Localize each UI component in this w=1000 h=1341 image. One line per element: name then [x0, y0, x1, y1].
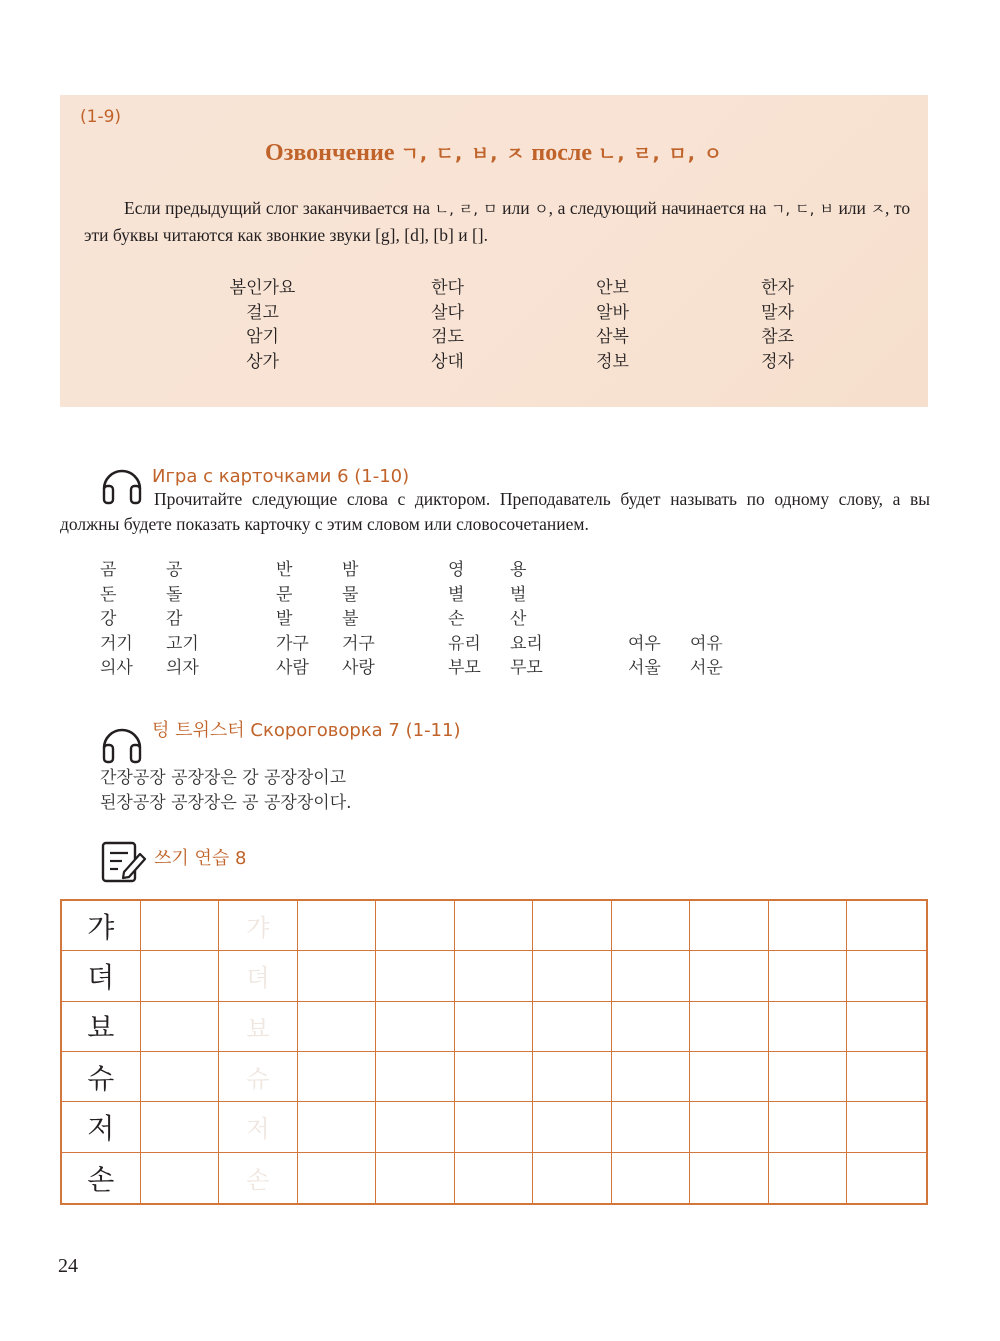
rule-box: [60, 95, 928, 407]
rule-jamo: ㅈ: [870, 200, 885, 218]
title-text: Озвончение: [265, 140, 395, 166]
card-word: 여우: [628, 633, 661, 654]
word: 삼복: [596, 327, 629, 347]
word: 정자: [761, 351, 794, 372]
writing-pencil-icon: [100, 838, 148, 886]
card-word: 의사: [100, 658, 133, 678]
card-word: 돈: [100, 584, 117, 605]
writing-cell[interactable]: [376, 1002, 455, 1052]
word: 참조: [761, 327, 794, 347]
writing-cell[interactable]: [847, 1153, 926, 1203]
model-syllable: 뵤: [62, 1002, 141, 1052]
writing-cell[interactable]: [533, 901, 612, 951]
writing-cell[interactable]: [769, 901, 848, 951]
writing-cell[interactable]: [690, 1002, 769, 1052]
card-word: 거구: [342, 633, 375, 654]
writing-cell[interactable]: [690, 1102, 769, 1152]
writing-cell[interactable]: [298, 1052, 377, 1102]
card-word: 발: [276, 609, 293, 629]
trace-syllable[interactable]: 저: [219, 1102, 298, 1152]
word-column: [530, 276, 695, 374]
writing-cell[interactable]: [298, 1102, 377, 1152]
trace-syllable[interactable]: 슈: [219, 1052, 298, 1102]
writing-cell[interactable]: [376, 951, 455, 1001]
writing-cell[interactable]: [612, 1002, 691, 1052]
card-word: 반: [276, 560, 293, 580]
trace-syllable[interactable]: 뵤: [219, 1002, 298, 1052]
card-word: 밤: [342, 560, 359, 580]
writing-cell[interactable]: [847, 901, 926, 951]
writing-cell[interactable]: [455, 1002, 534, 1052]
model-syllable: 갸: [62, 901, 141, 951]
rule-jamo: ㄱ, ㄷ, ㅂ: [770, 200, 834, 218]
writing-cell[interactable]: [141, 1102, 220, 1152]
rule-text: , а следующий начинается на: [548, 198, 767, 218]
word: 알바: [596, 302, 629, 323]
writing-cell[interactable]: [847, 951, 926, 1001]
writing-cell[interactable]: [690, 901, 769, 951]
writing-cell[interactable]: [769, 1052, 848, 1102]
card-word: 별: [448, 584, 465, 605]
rule-jamo: ㄴ, ㄹ, ㅁ: [434, 200, 498, 218]
model-syllable: 저: [62, 1102, 141, 1152]
writing-cell[interactable]: [141, 901, 220, 951]
card-word: 불: [342, 609, 359, 629]
rule-text: или: [838, 198, 866, 218]
word: 한다: [431, 278, 464, 298]
writing-cell[interactable]: [847, 1002, 926, 1052]
writing-cell[interactable]: [455, 1102, 534, 1152]
example-words: [200, 276, 860, 374]
writing-cell[interactable]: [612, 1052, 691, 1102]
card-word: 벌: [510, 584, 527, 605]
writing-cell[interactable]: [376, 901, 455, 951]
writing-cell[interactable]: [533, 1153, 612, 1203]
card-word: 무모: [510, 658, 543, 678]
writing-cell[interactable]: [847, 1102, 926, 1152]
writing-cell[interactable]: [298, 1002, 377, 1052]
trace-syllable[interactable]: 손: [219, 1153, 298, 1203]
card-word: 서운: [690, 658, 723, 678]
writing-cell[interactable]: [298, 901, 377, 951]
writing-cell[interactable]: [533, 951, 612, 1001]
writing-cell[interactable]: [769, 1153, 848, 1203]
word-column: [695, 276, 860, 374]
twister-line: 간장공장 공장장은 강 공장장이고: [100, 768, 347, 788]
writing-cell[interactable]: [533, 1052, 612, 1102]
word: 암기: [246, 327, 279, 347]
word: 한자: [761, 278, 794, 298]
writing-title: 쓰기 연습 8: [154, 848, 247, 869]
writing-practice-grid: [60, 899, 928, 1205]
writing-cell[interactable]: [298, 1153, 377, 1203]
word: 말자: [761, 302, 794, 323]
writing-cell[interactable]: [455, 901, 534, 951]
writing-cell[interactable]: [455, 951, 534, 1001]
model-syllable: 뎌: [62, 951, 141, 1001]
rule-text: Если предыдущий слог заканчивается на: [124, 198, 431, 218]
cards-title: Игра с карточками 6 (1-10): [152, 465, 410, 487]
word-column: [160, 276, 365, 374]
writing-cell[interactable]: [455, 1052, 534, 1102]
card-word: 서울: [628, 658, 661, 678]
word: 정보: [596, 351, 629, 372]
word: 살다: [431, 302, 464, 323]
writing-cell[interactable]: [612, 1153, 691, 1203]
writing-cell[interactable]: [376, 1102, 455, 1152]
writing-cell[interactable]: [298, 951, 377, 1001]
writing-cell[interactable]: [141, 1052, 220, 1102]
card-word: 감: [166, 609, 183, 629]
writing-cell[interactable]: [690, 951, 769, 1001]
trace-syllable[interactable]: 갸: [219, 901, 298, 951]
audio-track-code: (1-9): [80, 107, 122, 127]
section-title: [60, 139, 928, 167]
card-word: 산: [510, 609, 527, 629]
card-word: 돌: [166, 584, 183, 605]
card-word: 고기: [166, 633, 199, 654]
card-word: 곰: [100, 560, 117, 580]
card-word: 부모: [448, 658, 481, 678]
writing-cell[interactable]: [376, 1052, 455, 1102]
writing-cell[interactable]: [769, 1102, 848, 1152]
word: 안보: [596, 278, 629, 298]
twister-title: 텅 트위스터 Скороговорка 7 (1-11): [152, 720, 461, 741]
twister-lines: [100, 766, 352, 815]
title-middle: после: [531, 140, 593, 166]
model-syllable: 슈: [62, 1052, 141, 1102]
twister-header: [98, 718, 461, 766]
writing-cell[interactable]: [690, 1153, 769, 1203]
writing-cell[interactable]: [141, 1002, 220, 1052]
card-word: 사람: [276, 658, 309, 678]
card-word: 손: [448, 609, 465, 629]
word: 상가: [246, 351, 279, 372]
writing-cell[interactable]: [612, 951, 691, 1001]
card-word: 거기: [100, 633, 133, 654]
writing-cell[interactable]: [769, 1002, 848, 1052]
headphones-icon: [98, 718, 146, 766]
writing-cell[interactable]: [533, 1002, 612, 1052]
writing-cell[interactable]: [455, 1153, 534, 1203]
word-column: [365, 276, 530, 374]
writing-cell[interactable]: [141, 1153, 220, 1203]
card-word: 강: [100, 609, 117, 629]
rule-jamo: ㅇ: [534, 200, 549, 218]
writing-cell[interactable]: [847, 1052, 926, 1102]
writing-cell[interactable]: [769, 951, 848, 1001]
trace-syllable[interactable]: 뎌: [219, 951, 298, 1001]
card-word: 요리: [510, 633, 543, 654]
page-number: 24: [58, 1255, 78, 1277]
card-word: 여유: [690, 633, 723, 654]
model-syllable: 손: [62, 1153, 141, 1203]
writing-cell[interactable]: [690, 1052, 769, 1102]
card-word: 문: [276, 584, 293, 605]
writing-header: [100, 838, 246, 886]
card-word: 용: [510, 560, 527, 580]
word: 검도: [431, 327, 464, 347]
word: 걸고: [246, 302, 279, 323]
card-word: 가구: [276, 633, 309, 654]
rule-text: , то эти буквы читаются как звонкие звуки [g], [d], [b] и [].: [84, 198, 911, 245]
title-jamo-first: ㄱ, ㄷ, ㅂ, ㅈ: [400, 143, 526, 165]
writing-cell[interactable]: [141, 951, 220, 1001]
card-word: 영: [448, 560, 465, 580]
title-jamo-second: ㄴ, ㄹ, ㅁ, ㅇ: [598, 143, 723, 165]
writing-cell[interactable]: [612, 1102, 691, 1152]
writing-cell[interactable]: [612, 901, 691, 951]
card-word: 의자: [166, 658, 199, 678]
card-word: 공: [166, 560, 183, 580]
writing-cell[interactable]: [533, 1102, 612, 1152]
word: 봄인가요: [229, 278, 296, 298]
rule-description: [84, 195, 910, 248]
cards-instruction: Прочитайте следующие слова с диктором. Преподаватель будет называть по одному слову, а вы должны будете показать карточку с этим словом или словосочетанием.: [60, 489, 930, 534]
word: 상대: [431, 351, 464, 372]
card-word: 유리: [448, 633, 481, 654]
card-word: 사랑: [342, 658, 375, 678]
card-word: 물: [342, 584, 359, 605]
rule-text: или: [502, 198, 530, 218]
writing-cell[interactable]: [376, 1153, 455, 1203]
twister-line: 된장공장 공장장은 공 공장장이다.: [100, 792, 352, 813]
